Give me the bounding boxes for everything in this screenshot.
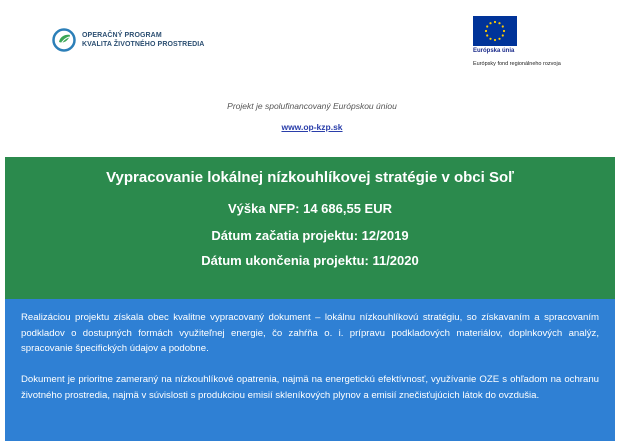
description-paragraph-2: Dokument je prioritne zameraný na nízkouhlíkové opatrenia, najmä na energetickú efektívnosť, využívanie OZE s ohľadom na ochranu životného prostredia, najmä v súvislosti s produkciou emisií skleníkových plynov a emisií znečisťujúcich látok do ovzdušia. [21, 374, 599, 401]
cofinanced-text: Projekt je spolufinancovaný Európskou úniou [227, 101, 397, 111]
eu-star [485, 30, 487, 32]
eu-star [494, 39, 496, 41]
website-link[interactable]: www.op-kzp.sk [281, 122, 343, 132]
eu-star [498, 38, 500, 40]
eu-star [494, 21, 496, 23]
project-end-date: Dátum ukončenia projektu: 11/2020 [201, 253, 419, 268]
op-kzp-logo-icon [52, 28, 76, 52]
project-description-banner [5, 299, 615, 441]
project-title: Vypracovanie lokálnej nízkouhlíkovej stratégie v obci Soľ [106, 169, 514, 186]
eu-label: Európska únia [473, 48, 515, 54]
eu-star [486, 25, 488, 27]
eu-star [486, 34, 488, 36]
description-paragraph-1: Realizáciou projektu získala obec kvalitne vypracovaný dokument – lokálnu nízkouhlíkovú stratégiu, so získavaním a spracovaním podkladov o dostupných formách využiteľnej energie, čo zahŕňa o. i. prípravu podkladových materiálov, doplnkových analýz, spracovanie špecifických údajov a podobne. [21, 312, 599, 355]
document-header [0, 0, 624, 90]
eu-flag-icon [473, 16, 517, 46]
eu-star [502, 34, 504, 36]
op-kzp-logo [52, 28, 204, 52]
eu-star [502, 25, 504, 27]
eu-star [489, 22, 491, 24]
eu-fund-label: Európsky fond regionálneho rozvoja [473, 61, 561, 67]
op-logo-line1: OPERAČNÝ PROGRAM [82, 32, 162, 39]
op-kzp-logo-text [82, 31, 204, 49]
op-logo-line2: KVALITA ŽIVOTNÉHO PROSTREDIA [82, 41, 205, 48]
eu-star [503, 30, 505, 32]
project-amount: Výška NFP: 14 686,55 EUR [227, 201, 393, 216]
project-start-date: Dátum začatia projektu: 12/2019 [211, 228, 409, 243]
project-info-banner [5, 157, 615, 299]
eu-logo-block [473, 16, 603, 67]
eu-star [489, 38, 491, 40]
eu-star [498, 22, 500, 24]
